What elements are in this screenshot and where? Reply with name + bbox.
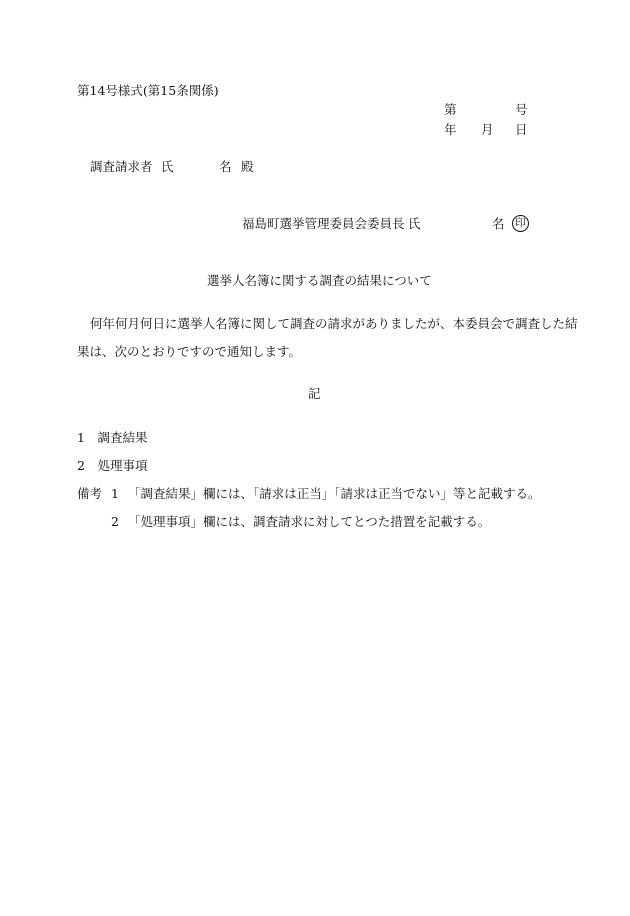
form-number: 第14号様式(第15条関係) [77,83,219,98]
document-number-prefix: 第 [444,102,457,117]
remark-2-text: 「処理事項」欄には、調査請求に対してとつた措置を記載する。 [128,514,491,529]
remark-1-text: 「調査結果」欄には、「請求は正当」「請求は正当でない」等と記載する。 [128,486,541,501]
body-text-line-1: 何年何月何日に選挙人名簿に関して調査の請求がありましたが、本委員会で調査した結 [90,316,578,331]
document-number-suffix: 号 [515,102,528,117]
seal-mark: 印 [512,215,529,232]
addressee-honorific: 殿 [241,159,254,174]
sender-name-mei: 名 [492,216,505,231]
list-item-action-taken: 2 処理事項 [77,458,148,473]
document-title: 選挙人名簿に関する調査の結果について [207,273,432,288]
date-month: 月 [481,122,494,137]
addressee-name-mei: 名 [219,159,232,174]
date-day: 日 [515,122,528,137]
remark-1-number: 1 [111,486,119,501]
sender-name-shi: 氏 [408,216,421,231]
remarks-label: 備考 [77,486,103,501]
body-text-line-2: 果は、次のとおりですので通知します。 [77,344,302,359]
ki-heading: 記 [308,386,321,401]
remark-2-number: 2 [111,514,119,529]
list-item-investigation-result: 1 調査結果 [77,430,148,445]
addressee-name-shi: 氏 [161,159,174,174]
addressee-role: 調査請求者 [90,159,153,174]
date-year: 年 [444,122,457,137]
sender-title: 福島町選挙管理委員会委員長 [242,216,405,231]
